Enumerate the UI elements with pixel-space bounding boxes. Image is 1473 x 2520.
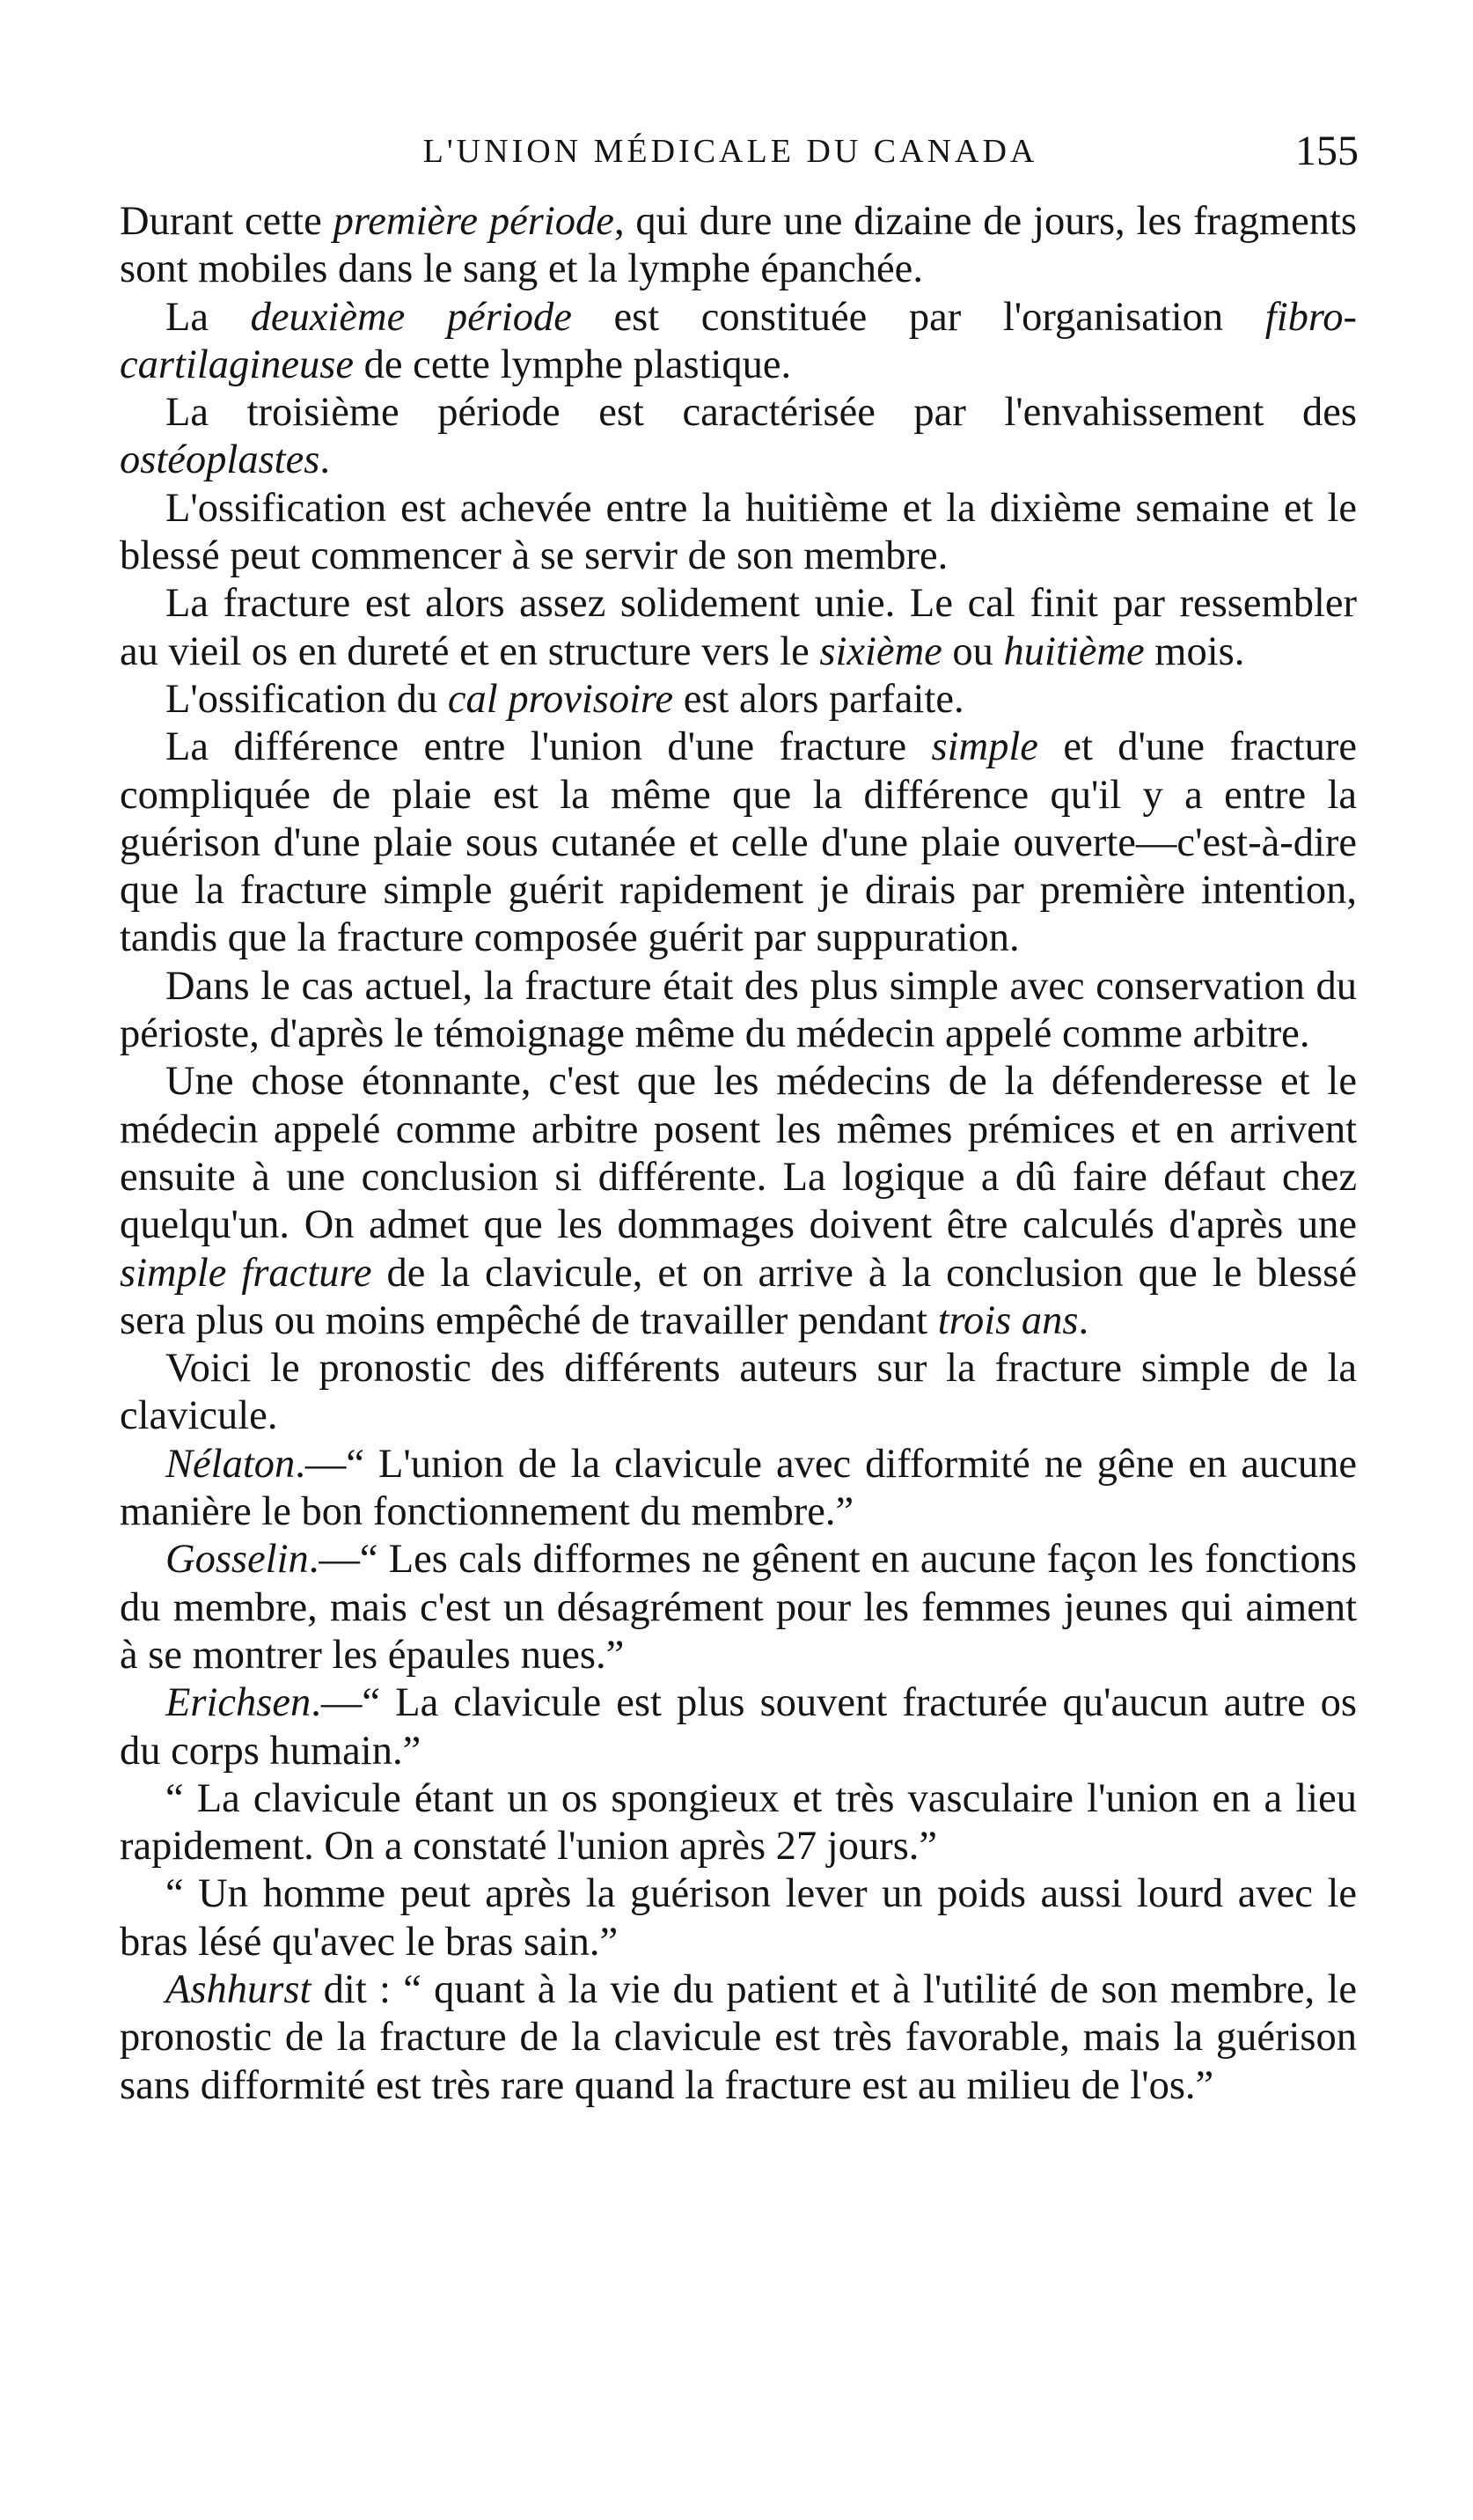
body-text (120, 198, 1357, 2110)
italic-text: trois ans (937, 1297, 1079, 1343)
italic-text: sixième (819, 628, 942, 674)
text-run: .—“ L'union de la clavicule avec difformité ne gêne en aucune manière le bon fonctionnement du membre.” (120, 1441, 1357, 1535)
text-run: est constituée par l'organisation (571, 294, 1265, 340)
text-run: est alors parfaite. (673, 676, 964, 722)
italic-text: Gosselin (165, 1537, 309, 1583)
text-run: . (1078, 1297, 1089, 1343)
italic-text: Ashhurst (165, 1966, 311, 2012)
text-run: “ La clavicule étant un os spongieux et très vasculaire l'union en a lieu rapidement. On a constaté l'union après 27 jours.” (120, 1775, 1357, 1870)
text-run: , qui dure une dizaine de jours, les fragments sont mobiles dans le sang et la lymphe épanchée. (120, 199, 1357, 292)
text-run: .—“ La clavicule est plus souvent fracturée qu'aucun autre os du corps humain.” (120, 1680, 1357, 1774)
paragraph (120, 198, 1357, 294)
paragraph (120, 389, 1357, 485)
text-run: Durant cette (120, 199, 333, 244)
running-head (0, 128, 1473, 194)
italic-text: deuxième période (250, 294, 572, 340)
text-run: . (319, 437, 330, 483)
paragraph (120, 294, 1357, 390)
paragraph (120, 580, 1357, 676)
text-run: L'ossification du (165, 676, 448, 722)
paragraph (120, 1870, 1357, 1966)
text-run: Voici le pronostic des différents auteurs sur la fracture simple de la clavicule. (120, 1346, 1357, 1439)
text-run: La troisième période est caractérisée par l'envahissement des (165, 390, 1357, 436)
paragraph (120, 1345, 1357, 1441)
text-run: Dans le cas actuel, la fracture était des plus simple avec conservation du périoste, d'après le témoignage même du médecin appelé comme arbitre. (120, 963, 1357, 1057)
paragraph (120, 676, 1357, 724)
text-run: “ Un homme peut après la guérison lever un poids aussi lourd avec le bras lésé qu'avec le bras sain.” (120, 1871, 1357, 1965)
italic-text: cal provisoire (447, 676, 674, 722)
text-run: L'ossification est achevée entre la huitième et la dixième semaine et le blessé peut commencer à se servir de son membre. (120, 485, 1357, 579)
italic-text: Nélaton (165, 1441, 296, 1487)
italic-text: simple (931, 724, 1038, 770)
italic-text: Erichsen (165, 1680, 311, 1726)
text-run: La fracture est alors assez solidement unie. Le cal finit par ressembler au vieil os en dureté et en structure vers le (120, 581, 1357, 674)
italic-text: fibro-cartilagineuse (120, 294, 1357, 387)
paragraph (120, 1679, 1357, 1775)
italic-text: première période (333, 199, 614, 244)
paragraph (120, 724, 1357, 962)
paragraph (120, 1775, 1357, 1871)
paragraph (120, 1966, 1357, 2110)
text-run: Une chose étonnante, c'est que les médecins de la défenderesse et le médecin appelé comme arbitre posent les mêmes prémices et en arrivent ensuite à une conclusion si différente. La logique a dû faire défaut chez quelqu'un. On admet que les dommages doivent être calculés d'après une (120, 1059, 1357, 1248)
paragraph (120, 485, 1357, 581)
text-run: La (165, 294, 251, 340)
journal-title: L'UNION MÉDICALE DU CANADA (422, 133, 1038, 170)
paragraph (120, 1441, 1357, 1537)
text-run: de la clavicule, et on arrive à la conclusion que le blessé sera plus ou moins empêché de travailler pendant (120, 1250, 1357, 1343)
italic-text: ostéoplastes (120, 437, 320, 483)
paragraph (120, 963, 1357, 1059)
text-run: mois. (1144, 628, 1245, 674)
italic-text: simple fracture (120, 1250, 372, 1296)
text-run: .—“ Les cals difformes ne gênent en aucune façon les fonctions du membre, mais c'est un désagrément pour les femmes jeunes qui aiment à se montrer les épaules nues.” (120, 1537, 1357, 1678)
text-run: ou (942, 628, 1004, 674)
page-number: 155 (1295, 128, 1359, 174)
text-run: La différence entre l'union d'une fracture (165, 724, 932, 770)
text-run: dit : “ quant à la vie du patient et à l'utilité de son membre, le pronostic de la fracture de la clavicule est très favorable, mais la guérison sans difformité est très rare quand la fracture est au milieu de l'os.” (120, 1966, 1357, 2108)
italic-text: huitième (1003, 628, 1145, 674)
paragraph (120, 1536, 1357, 1679)
text-run: et d'une fracture compliquée de plaie est la même que la différence qu'il y a entre la guérison d'une plaie sous cutanée et celle d'une plaie ouverte—c'est-à-dire que la fracture simple guérit rapidement je dirais par première intention, tandis que la fracture composée guérit par suppuration. (120, 724, 1357, 961)
paragraph (120, 1058, 1357, 1345)
text-run: de cette lymphe plastique. (354, 342, 792, 387)
